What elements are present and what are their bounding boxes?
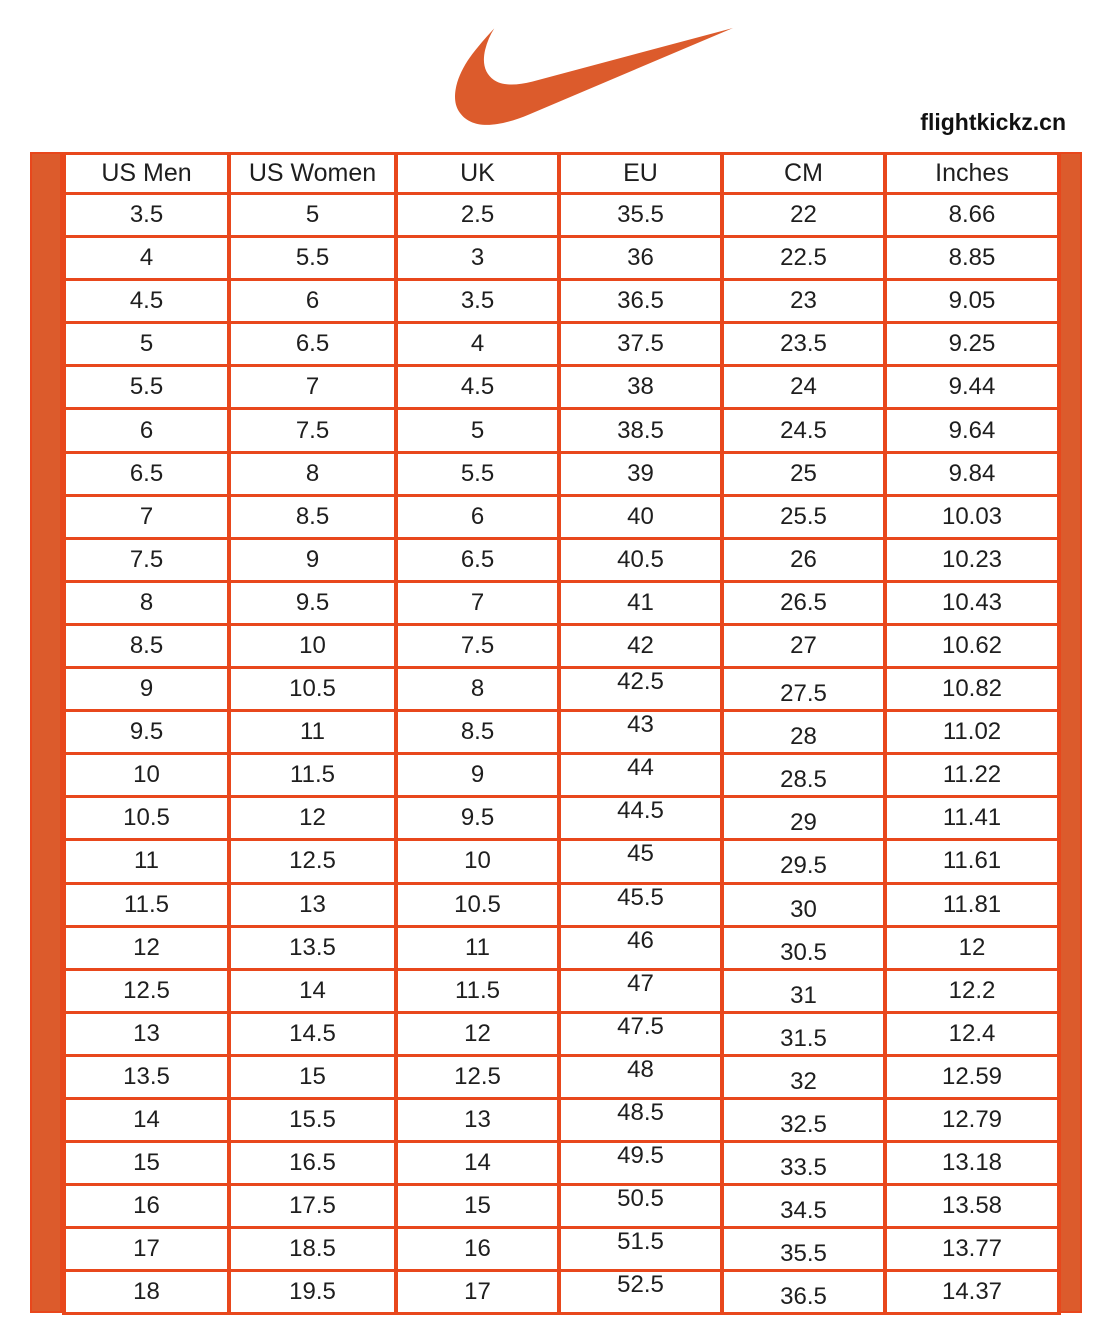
table-cell: 10.23 (885, 538, 1059, 581)
table-cell: 50.5 (559, 1185, 722, 1228)
table-row (64, 409, 1059, 452)
table-cell: 13.18 (885, 1142, 1059, 1185)
table-cell: 47.5 (559, 1012, 722, 1055)
table-cell: 16 (64, 1185, 229, 1228)
table-cell: 31.5 (722, 1012, 885, 1055)
table-cell: 8.5 (229, 495, 396, 538)
column-header-cm: CM (722, 154, 885, 194)
table-cell: 4 (64, 237, 229, 280)
table-cell: 5 (64, 323, 229, 366)
table-cell: 6 (229, 280, 396, 323)
table-cell: 13.58 (885, 1185, 1059, 1228)
table-cell: 7.5 (64, 538, 229, 581)
table-cell: 27 (722, 624, 885, 667)
table-cell: 10.82 (885, 668, 1059, 711)
table-cell: 10.5 (64, 797, 229, 840)
table-cell: 12.4 (885, 1012, 1059, 1055)
table-cell: 11 (64, 840, 229, 883)
column-header-uk: UK (396, 154, 559, 194)
table-row (64, 668, 1059, 711)
table-cell: 16 (396, 1228, 559, 1271)
table-cell: 4 (396, 323, 559, 366)
table-cell: 12.59 (885, 1055, 1059, 1098)
table-cell: 10 (64, 754, 229, 797)
table-cell: 7.5 (396, 624, 559, 667)
table-cell: 32.5 (722, 1098, 885, 1141)
table-cell: 27.5 (722, 668, 885, 711)
table-cell: 22 (722, 194, 885, 237)
table-cell: 26 (722, 538, 885, 581)
table-cell: 15 (229, 1055, 396, 1098)
table-cell: 38.5 (559, 409, 722, 452)
table-cell: 18 (64, 1271, 229, 1314)
table-cell: 12.5 (64, 969, 229, 1012)
table-cell: 9.5 (64, 711, 229, 754)
nike-swoosh-icon (455, 28, 733, 125)
table-cell: 17.5 (229, 1185, 396, 1228)
table-cell: 29 (722, 797, 885, 840)
table-cell: 28.5 (722, 754, 885, 797)
table-cell: 45 (559, 840, 722, 883)
table-row (64, 883, 1059, 926)
table-cell: 37.5 (559, 323, 722, 366)
column-header-eu: EU (559, 154, 722, 194)
table-cell: 9 (396, 754, 559, 797)
table-row (64, 1098, 1059, 1141)
table-row (64, 1228, 1059, 1271)
table-row (64, 1271, 1059, 1314)
table-cell: 11.61 (885, 840, 1059, 883)
table-cell: 9.44 (885, 366, 1059, 409)
table-cell: 39 (559, 452, 722, 495)
table-cell: 12.79 (885, 1098, 1059, 1141)
table-cell: 46 (559, 926, 722, 969)
table-cell: 11.5 (64, 883, 229, 926)
table-cell: 6.5 (396, 538, 559, 581)
table-cell: 9 (229, 538, 396, 581)
table-cell: 18.5 (229, 1228, 396, 1271)
table-row (64, 538, 1059, 581)
table-cell: 36.5 (722, 1271, 885, 1314)
table-cell: 9.64 (885, 409, 1059, 452)
table-cell: 7 (229, 366, 396, 409)
table-cell: 14 (396, 1142, 559, 1185)
table-cell: 22.5 (722, 237, 885, 280)
size-conversion-table (62, 152, 1061, 1315)
table-cell: 12.2 (885, 969, 1059, 1012)
table-cell: 13.5 (229, 926, 396, 969)
table-cell: 12 (885, 926, 1059, 969)
table-cell: 14.37 (885, 1271, 1059, 1314)
table-row (64, 711, 1059, 754)
table-cell: 51.5 (559, 1228, 722, 1271)
table-cell: 13 (64, 1012, 229, 1055)
table-row (64, 194, 1059, 237)
table-cell: 13 (229, 883, 396, 926)
table-row (64, 1185, 1059, 1228)
table-row (64, 495, 1059, 538)
table-cell: 9.84 (885, 452, 1059, 495)
table-cell: 44.5 (559, 797, 722, 840)
table-cell: 8.5 (396, 711, 559, 754)
table-cell: 5 (229, 194, 396, 237)
table-cell: 4.5 (396, 366, 559, 409)
table-cell: 7 (64, 495, 229, 538)
table-cell: 12.5 (396, 1055, 559, 1098)
table-cell: 7.5 (229, 409, 396, 452)
table-cell: 35.5 (559, 194, 722, 237)
table-cell: 45.5 (559, 883, 722, 926)
table-cell: 30 (722, 883, 885, 926)
table-row (64, 280, 1059, 323)
table-cell: 42.5 (559, 668, 722, 711)
table-cell: 25 (722, 452, 885, 495)
table-cell: 16.5 (229, 1142, 396, 1185)
table-cell: 11.02 (885, 711, 1059, 754)
table-row (64, 624, 1059, 667)
table-row (64, 1012, 1059, 1055)
table-cell: 12 (396, 1012, 559, 1055)
table-cell: 19.5 (229, 1271, 396, 1314)
table-row (64, 840, 1059, 883)
table-cell: 15 (64, 1142, 229, 1185)
table-cell: 6.5 (229, 323, 396, 366)
table-cell: 3 (396, 237, 559, 280)
table-cell: 9.5 (396, 797, 559, 840)
table-cell: 26.5 (722, 581, 885, 624)
table-cell: 48.5 (559, 1098, 722, 1141)
table-cell: 8 (64, 581, 229, 624)
table-cell: 40 (559, 495, 722, 538)
table-cell: 10 (229, 624, 396, 667)
table-cell: 10.43 (885, 581, 1059, 624)
table-cell: 11 (229, 711, 396, 754)
table-cell: 33.5 (722, 1142, 885, 1185)
table-cell: 14.5 (229, 1012, 396, 1055)
header-row (64, 154, 1059, 194)
table-cell: 3.5 (64, 194, 229, 237)
left-accent-strip (30, 152, 62, 1313)
table-cell: 10.5 (396, 883, 559, 926)
table-cell: 11.5 (229, 754, 396, 797)
table-cell: 11.41 (885, 797, 1059, 840)
table-cell: 9.25 (885, 323, 1059, 366)
table-cell: 40.5 (559, 538, 722, 581)
table-cell: 6.5 (64, 452, 229, 495)
table-row (64, 237, 1059, 280)
table-cell: 48 (559, 1055, 722, 1098)
table-cell: 13.5 (64, 1055, 229, 1098)
table-cell: 6 (64, 409, 229, 452)
table-cell: 8.5 (64, 624, 229, 667)
table-row (64, 323, 1059, 366)
table-row (64, 969, 1059, 1012)
table-cell: 9.05 (885, 280, 1059, 323)
table-cell: 49.5 (559, 1142, 722, 1185)
table-row (64, 581, 1059, 624)
table-cell: 8.85 (885, 237, 1059, 280)
table-cell: 14 (64, 1098, 229, 1141)
table-cell: 2.5 (396, 194, 559, 237)
table-row (64, 1142, 1059, 1185)
table-cell: 36 (559, 237, 722, 280)
column-header-inches: Inches (885, 154, 1059, 194)
table-cell: 12 (64, 926, 229, 969)
table-cell: 10.03 (885, 495, 1059, 538)
table-row (64, 797, 1059, 840)
table-cell: 23 (722, 280, 885, 323)
table-cell: 47 (559, 969, 722, 1012)
table-cell: 43 (559, 711, 722, 754)
table-cell: 10 (396, 840, 559, 883)
table-cell: 12.5 (229, 840, 396, 883)
table-cell: 10.5 (229, 668, 396, 711)
table-cell: 36.5 (559, 280, 722, 323)
table-cell: 6 (396, 495, 559, 538)
table-cell: 11 (396, 926, 559, 969)
table-cell: 35.5 (722, 1228, 885, 1271)
table-row (64, 926, 1059, 969)
table-cell: 29.5 (722, 840, 885, 883)
table-cell: 17 (64, 1228, 229, 1271)
table-cell: 5.5 (64, 366, 229, 409)
table-cell: 30.5 (722, 926, 885, 969)
column-header-us-men: US Men (64, 154, 229, 194)
table-cell: 34.5 (722, 1185, 885, 1228)
table-cell: 12 (229, 797, 396, 840)
table-cell: 17 (396, 1271, 559, 1314)
table-cell: 11.5 (396, 969, 559, 1012)
table-cell: 8 (229, 452, 396, 495)
table-cell: 24.5 (722, 409, 885, 452)
table-cell: 15 (396, 1185, 559, 1228)
table-cell: 3.5 (396, 280, 559, 323)
table-cell: 28 (722, 711, 885, 754)
table-cell: 8 (396, 668, 559, 711)
table-cell: 4.5 (64, 280, 229, 323)
table-cell: 9.5 (229, 581, 396, 624)
table-row (64, 754, 1059, 797)
table-cell: 24 (722, 366, 885, 409)
size-table-body (64, 194, 1059, 1314)
table-cell: 44 (559, 754, 722, 797)
table-cell: 5.5 (229, 237, 396, 280)
table-cell: 31 (722, 969, 885, 1012)
table-cell: 8.66 (885, 194, 1059, 237)
table-cell: 23.5 (722, 323, 885, 366)
table-cell: 41 (559, 581, 722, 624)
table-cell: 25.5 (722, 495, 885, 538)
table-cell: 32 (722, 1055, 885, 1098)
table-cell: 5 (396, 409, 559, 452)
table-cell: 52.5 (559, 1271, 722, 1314)
table-cell: 5.5 (396, 452, 559, 495)
table-cell: 42 (559, 624, 722, 667)
table-row (64, 366, 1059, 409)
table-cell: 11.81 (885, 883, 1059, 926)
table-cell: 15.5 (229, 1098, 396, 1141)
table-cell: 13.77 (885, 1228, 1059, 1271)
watermark-text: flightkickz.cn (920, 109, 1066, 135)
table-cell: 38 (559, 366, 722, 409)
column-header-us-women: US Women (229, 154, 396, 194)
table-row (64, 1055, 1059, 1098)
table-cell: 14 (229, 969, 396, 1012)
table-cell: 13 (396, 1098, 559, 1141)
table-row (64, 452, 1059, 495)
table-cell: 11.22 (885, 754, 1059, 797)
table-cell: 7 (396, 581, 559, 624)
table-cell: 9 (64, 668, 229, 711)
table-cell: 10.62 (885, 624, 1059, 667)
